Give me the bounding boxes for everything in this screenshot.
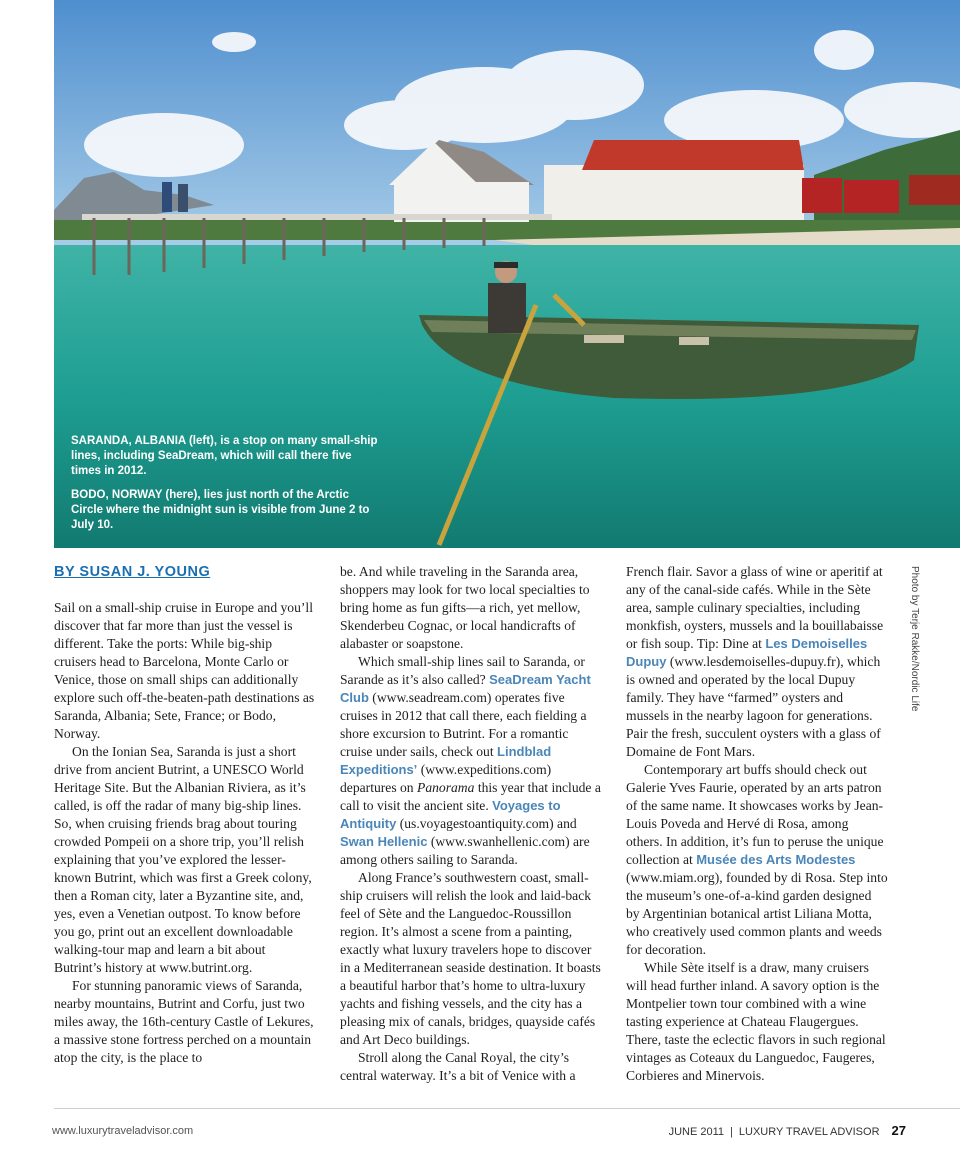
- paragraph: Along France’s southwestern coast, small-ship cruisers will relish the look and laid-back feel of Sète and the Languedoc-Roussillon region. It’s almost a scene from a painting, exactly what luxury travelers hope to discover in a Mediterranean seaside destination. It boasts a beautiful harbor that’s home to ultra-luxury yachts and fishing vessels, and the city has a pleasing mix of canals, bridges, quayside cafés and Art Deco buildings.: [340, 870, 601, 1047]
- byline: BY SUSAN J. YOUNG: [54, 564, 211, 580]
- highlight-voyages-to-antiquity: Voyages to Antiquity: [340, 798, 561, 831]
- photo-credit: Photo by Terje Rakke/Nordic Life: [909, 566, 920, 712]
- footer-separator: |: [730, 1126, 733, 1138]
- text: (www.swanhellenic.com) are among others sailing to Saranda.: [340, 834, 590, 867]
- footer-divider: [54, 1108, 960, 1109]
- paragraph: For stunning panoramic views of Saranda, nearby mountains, Butrint and Corfu, just two miles away, the 16th-century Castle of Lekures, a massive stone fortress perched on a mountain atop the city, is the place to: [54, 978, 314, 1065]
- text: (us.voyagestoantiquity.com) and: [399, 816, 577, 831]
- footer-url: www.luxurytraveladvisor.com: [52, 1125, 194, 1137]
- text: this year that include a call to visit the ancient site.: [340, 780, 601, 813]
- paragraph: On the Ionian Sea, Saranda is just a short drive from ancient Butrint, a UNESCO World Heritage Site. But the Albanian Riviera, as it’s called, is off the radar of many big-ship lines. So, when cruising friends brag about touring crowded Pompeii on a shore trip, you’ll relish explaining that you’ve explored the lesser-known Butrint, which was first a Greek colony, then a Roman city, later a Byzantine site, and, yes, even a Venetian outpost. To know before you go, print out an excellent downloadable walking-tour map and learn a bit about Butrint’s history at www.butrint.org.: [54, 744, 312, 975]
- highlight-lindblad: Lindblad Expeditions’: [340, 744, 552, 777]
- column-1: [54, 563, 316, 1067]
- paragraph: Stroll along the Canal Royal, the city’s central waterway. It’s a bit of Venice with a: [340, 1050, 576, 1083]
- caption-bodo: BODO, NORWAY (here), lies just north of the Arctic Circle where the midnight sun is visible from June 2 to July 10.: [71, 489, 370, 531]
- highlight-les-demoiselles-dupuy: Les Demoiselles Dupuy: [626, 636, 868, 669]
- ship-name-panorama: Panorama: [417, 780, 475, 795]
- text: (www.lesdemoiselles-dupuy.fr), which is owned and operated by the local Dupuy family. They have “farmed” oysters and mussels in the nearby lagoon for generations. Pair the fresh, succulent oysters with a glass of Domaine de Font Mars.: [626, 654, 881, 759]
- text: (www.miam.org), founded by di Rosa. Step into the museum’s one-of-a-kind garden designed by Argentinian botanical artist Liliana Motta, who creatively used common plants and weeds for decoration.: [626, 870, 888, 957]
- text: Contemporary art buffs should check out Galerie Yves Faurie, operated by an arts patron of the same name. It showcases works by Jean-Louis Poveda and Hervé di Rosa, among others. In addition, it’s fun to peruse the unique collection at: [626, 762, 884, 867]
- paragraph: be. And while traveling in the Saranda area, shoppers may look for two local specialties to bring home as fun gifts—a rich, yet mellow, Skenderbeu Cognac, or local handicrafts of alabaster or soapstone.: [340, 564, 590, 651]
- highlight-swan-hellenic: Swan Hellenic: [340, 834, 428, 849]
- paragraph: While Sète itself is a draw, many cruisers will head further inland. A savory option is the Montpelier town tour combined with a wine tasting experience at Chateau Flaugergues. There, taste the eclectic flavors in such regional vintages as Coteaux du Languedoc, Faugeres, Corbieres and Minervois.: [626, 960, 886, 1083]
- text: French flair. Savor a glass of wine or aperitif at any of the canal-side cafés. While in the Sète area, sample culinary specialties, including monkfish, oysters, mussels and la bouillabaisse or fish soup. Tip: Dine at: [626, 564, 884, 651]
- page-number: 27: [891, 1123, 906, 1138]
- text: (www.expeditions.com) departures on: [340, 762, 552, 795]
- footer-magazine: LUXURY TRAVEL ADVISOR: [738, 1126, 880, 1138]
- highlight-seadream: SeaDream Yacht Club: [340, 672, 591, 705]
- column-2: [340, 563, 602, 1085]
- paragraph: [626, 761, 888, 959]
- text: (www.seadream.com) operates five cruises in 2012 that call there, each fielding a shore excursion to Butrint. For a romantic cruise under sails, check out: [340, 690, 587, 759]
- footer-date: JUNE 2011: [668, 1126, 725, 1138]
- highlight-musee-des-arts-modestes: Musée des Arts Modestes: [696, 852, 856, 867]
- column-3: [626, 563, 888, 1085]
- footer-folio: [669, 1123, 906, 1138]
- paragraph: [626, 563, 888, 761]
- text: Which small-ship lines sail to Saranda, or Sarande as it’s also called?: [340, 654, 585, 687]
- caption-saranda: SARANDA, ALBANIA (left), is a stop on many small-ship lines, including SeaDream, which will call there five times in 2012.: [71, 435, 378, 477]
- photo-caption: [71, 434, 381, 542]
- paragraph: [340, 653, 602, 869]
- paragraph: Sail on a small-ship cruise in Europe and you’ll discover that far more than just the vessel is different. Take the ports: While big-ship cruisers head to Barcelona, Monte Carlo or Venice, those on small ships can additionally explore such off-the-beaten-path destinations as Saranda, Albania; Sete, France; or Bodo, Norway.: [54, 600, 315, 741]
